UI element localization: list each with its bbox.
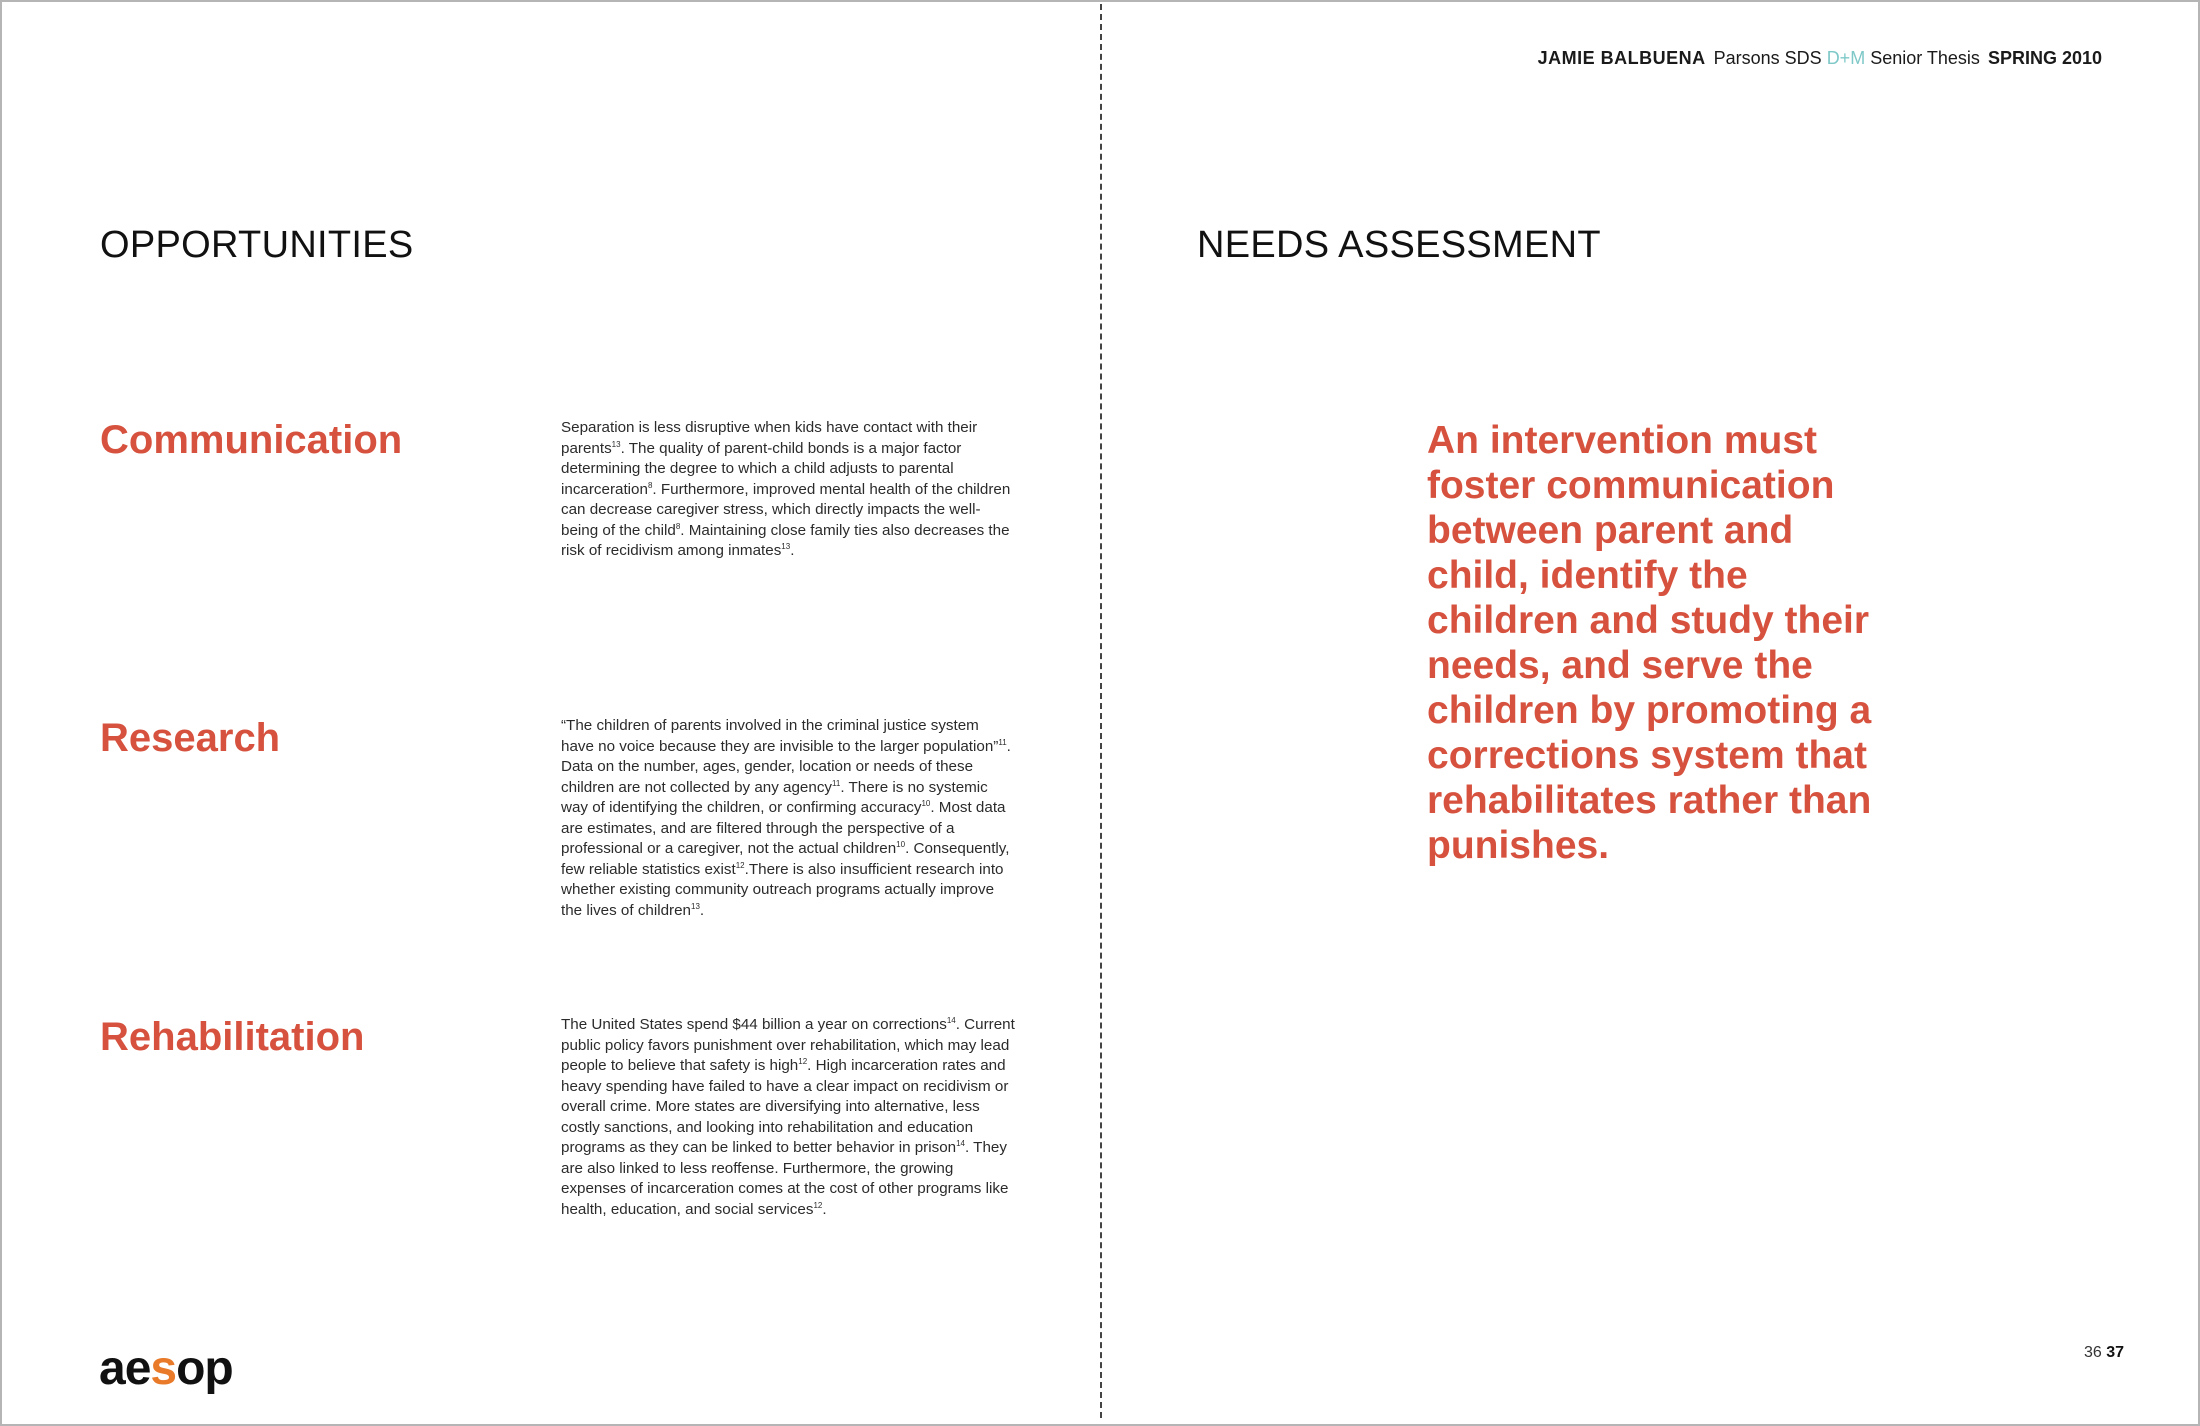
section-body-communication: Separation is less disruptive when kids have contact with their parents$^{13}$. The quality of parent-child bonds is a major factor determining the degree to which a child adjusts to parental incarceration$^8$. Furthermore, improved mental health of the children can decrease caregiver stress, which directly impacts the well-being of the child$^8$. Maintaining close family ties also decreases the risk of recidivism among inmates$^{13}$. bbox=[561, 419, 1011, 559]
citation-number: 14 bbox=[946, 1015, 956, 1025]
opportunities-heading: OPPORTUNITIES bbox=[100, 224, 414, 266]
page-number-right: 37 bbox=[2106, 1344, 2124, 1361]
citation-number: 14 bbox=[956, 1138, 966, 1148]
section-title-rehabilitation: Rehabilitation bbox=[100, 1015, 365, 1059]
page-numbers bbox=[2084, 1344, 2124, 1362]
citation-number: 8 bbox=[647, 480, 653, 490]
citation-number: 10 bbox=[896, 839, 906, 849]
header-author: JAMIE BALBUENA bbox=[1537, 48, 1706, 68]
running-header bbox=[1538, 48, 2102, 69]
citation-number: 12 bbox=[735, 860, 745, 870]
logo-text-prefix: ae bbox=[99, 1342, 151, 1395]
citation-number: 11 bbox=[998, 737, 1007, 747]
section-title-research: Research bbox=[100, 716, 281, 760]
citation-number: 13 bbox=[611, 439, 621, 449]
citation-number: 11 bbox=[832, 778, 841, 788]
citation-number: 13 bbox=[691, 901, 700, 911]
needs-statement: An intervention must foster communication between parent and child, identify the children and study their needs, and serve the children by promoting a corrections system that rehabilitates rather than punishes. bbox=[1427, 419, 1872, 867]
logo-text-suffix: op bbox=[176, 1342, 233, 1395]
citation-number: 13 bbox=[781, 541, 791, 551]
citation-number: 12 bbox=[798, 1056, 808, 1066]
header-program-prefix: Parsons SDS bbox=[1713, 48, 1827, 68]
section-body-rehabilitation: The United States spend $44 billion a year on corrections$^{14}$. Current public policy favors punishment over rehabilitation, which may lead people to believe that safety is high$^{12}$. High incarceration rates and heavy spending have failed to have a clear impact on recidivism or overall crime. More states are diversifying into alternative, less costly sanctions, and looking into rehabilitation and education programs as they can be linked to better behavior in prison$^{14}$. They are also linked to less reoffense. Furthermore, the growing expenses of incarceration comes at the cost of other programs like health, education, and social services$^{12}$. bbox=[561, 1015, 1015, 1218]
header-term: SPRING 2010 bbox=[1987, 48, 2102, 68]
section-title-communication: Communication bbox=[100, 418, 403, 462]
page-number-left: 36 bbox=[2083, 1344, 2102, 1361]
citation-number: 10 bbox=[921, 798, 931, 808]
logo-text-accent: s bbox=[150, 1342, 177, 1395]
aesop-logo bbox=[99, 1342, 233, 1395]
citation-number: 12 bbox=[813, 1200, 823, 1210]
section-body-research: “The children of parents involved in the criminal justice system have no voice because they are invisible to the larger population”$^{11}$. Data on the number, ages, gender, location or needs of these children are not collected by any agency$^{11}$. There is no systemic way of identifying the children, or confirming accuracy$^{10}$. Most data are estimates, and are filtered through the perspective of a professional or a caregiver, not the actual children$^{10}$. Consequently, few reliable statistics exist$^{12}$.There is also insufficient research into whether existing community outreach programs actually improve the lives of children$^{13}$. bbox=[561, 717, 1011, 919]
header-program-suffix: Senior Thesis bbox=[1865, 48, 1980, 68]
header-program-accent: D+M bbox=[1826, 48, 1866, 68]
needs-assessment-heading: NEEDS ASSESSMENT bbox=[1197, 224, 1601, 266]
spread-fold-line bbox=[1100, 4, 1102, 1418]
citation-number: 8 bbox=[675, 521, 681, 531]
